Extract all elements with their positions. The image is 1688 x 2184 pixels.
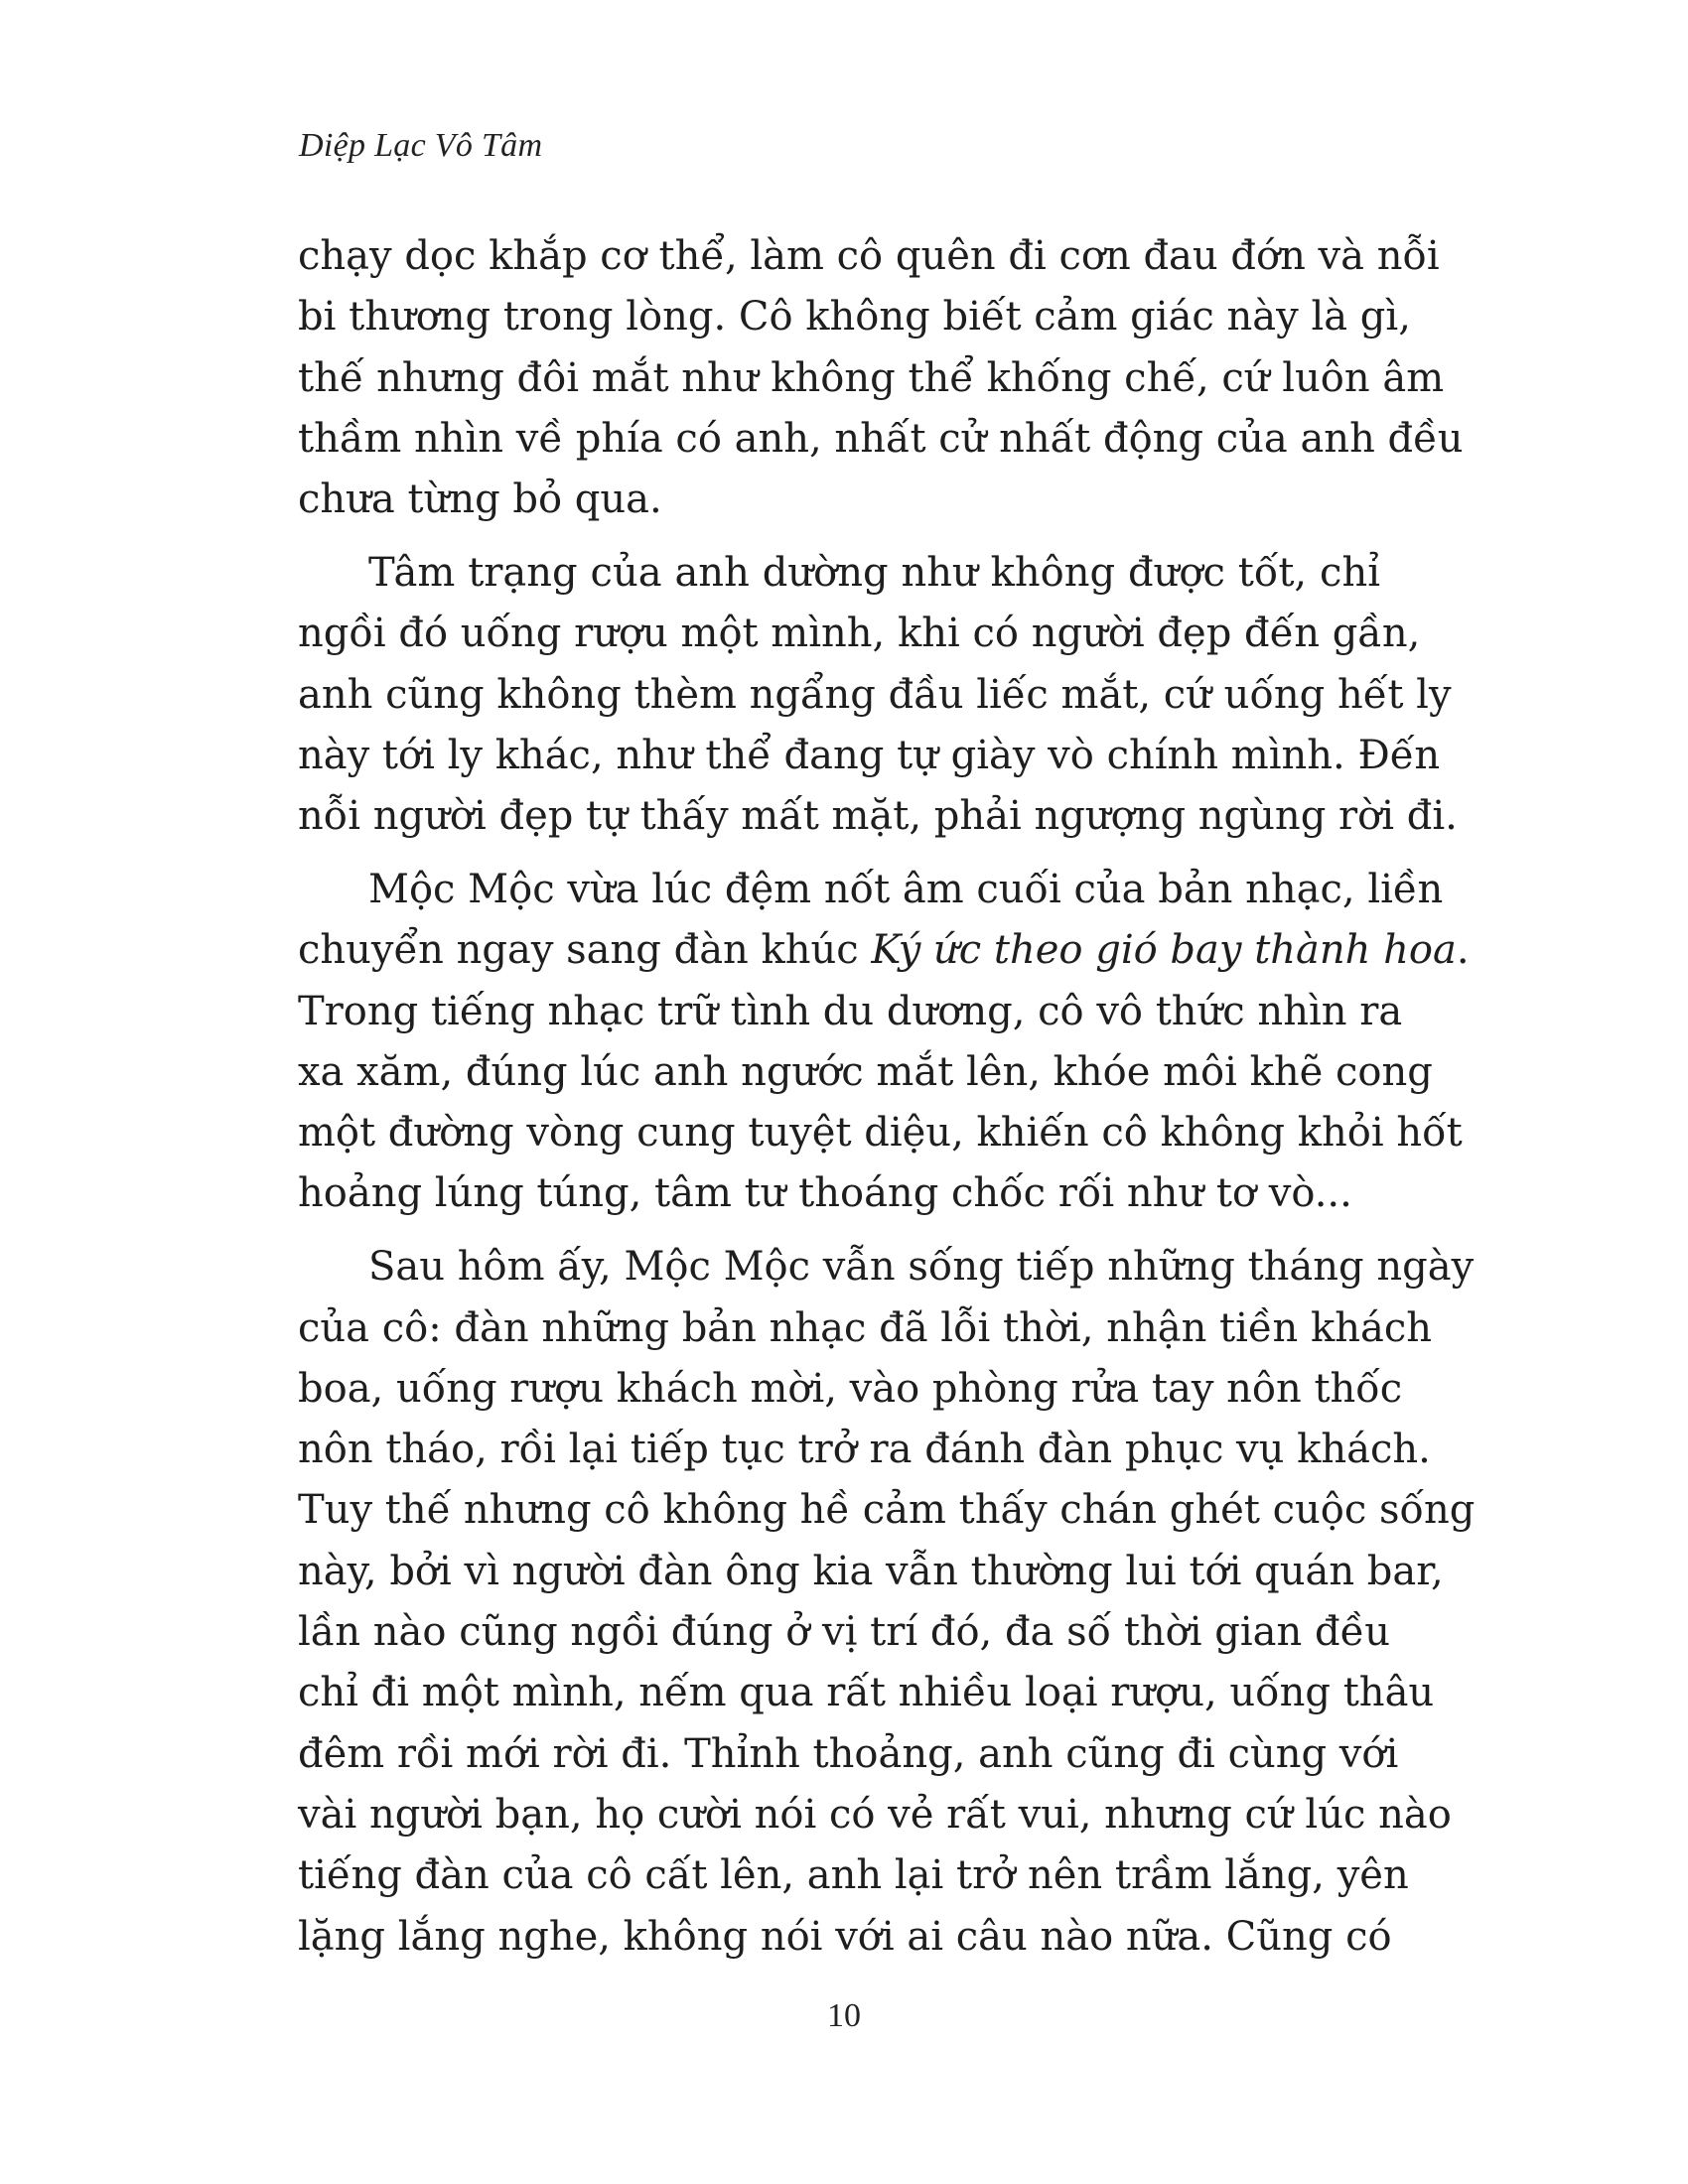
text-line: bi thương trong lòng. Cô không biết cảm giác này là gì, xyxy=(298,294,1411,341)
running-header-title: Diệp Lạc Vô Tâm xyxy=(299,127,543,164)
text-line: chưa từng bỏ qua. xyxy=(298,477,662,523)
text-line: xa xăm, đúng lúc anh ngước mắt lên, khóe môi khẽ cong xyxy=(298,1048,1433,1095)
text-line: đêm rồi mới rời đi. Thỉnh thoảng, anh cũng đi cùng với xyxy=(298,1730,1399,1777)
text-line: ngồi đó uống rượu một mình, khi có người đẹp đến gần, xyxy=(298,611,1421,657)
paragraph-gap xyxy=(298,1225,1380,1238)
text-segment: chuyển ngay sang đàn khúc xyxy=(298,927,872,974)
text-segment: . xyxy=(1456,927,1470,974)
text-line: chạy dọc khắp cơ thể, làm cô quên đi cơn đau đớn và nỗi xyxy=(298,233,1440,279)
text-line: này tới ly khác, như thể đang tự giày vò chính mình. Đến xyxy=(298,732,1441,778)
body-text xyxy=(298,226,1476,1968)
text-line: Trong tiếng nhạc trữ tình du dương, cô vô thức nhìn ra xyxy=(298,988,1403,1034)
text-line: một đường vòng cung tuyệt diệu, khiến cô không khỏi hốt xyxy=(298,1110,1463,1157)
text-line: hoảng lúng túng, tâm tư thoáng chốc rối như tơ vò... xyxy=(298,1170,1352,1217)
text-line: này, bởi vì người đàn ông kia vẫn thường lui tới quán bar, xyxy=(298,1548,1444,1594)
paragraph-gap xyxy=(298,530,1380,543)
page-number: 10 xyxy=(827,1997,861,2034)
text-line: boa, uống rượu khách mời, vào phòng rửa tay nôn thốc xyxy=(298,1365,1403,1412)
text-line: Tâm trạng của anh dường như không được tốt, chỉ xyxy=(368,549,1380,596)
text-line: tiếng đàn của cô cất lên, anh lại trở nên trầm lắng, yên xyxy=(298,1852,1409,1899)
text-line: của cô: đàn những bản nhạc đã lỗi thời, nhận tiền khách xyxy=(298,1304,1433,1351)
text-line: Sau hôm ấy, Mộc Mộc vẫn sống tiếp những tháng ngày xyxy=(368,1244,1475,1291)
text-line: chỉ đi một mình, nếm qua rất nhiều loại rượu, uống thâu xyxy=(298,1670,1435,1716)
text-line: thế nhưng đôi mắt như không thể khống chế, cứ luôn âm xyxy=(298,354,1445,401)
text-line: nôn tháo, rồi lại tiếp tục trở ra đánh đàn phục vụ khách. xyxy=(298,1427,1431,1473)
text-line: vài người bạn, họ cười nói có vẻ rất vui, nhưng cứ lúc nào xyxy=(298,1791,1452,1838)
text-line: lặng lắng nghe, không nói với ai câu nào nữa. Cũng có xyxy=(298,1913,1392,1960)
text-line: Mộc Mộc vừa lúc đệm nốt âm cuối của bản nhạc, liền xyxy=(368,866,1444,912)
text-line: nỗi người đẹp tự thấy mất mặt, phải ngượng ngùng rời đi. xyxy=(298,793,1458,840)
text-line: anh cũng không thèm ngẩng đầu liếc mắt, cứ uống hết ly xyxy=(298,671,1452,718)
paragraph-gap xyxy=(298,847,1380,860)
text-line: Tuy thế nhưng cô không hề cảm thấy chán ghét cuộc sống xyxy=(298,1487,1476,1534)
text-line-with-song-title xyxy=(298,920,1470,981)
text-line: thầm nhìn về phía có anh, nhất cử nhất động của anh đều xyxy=(298,415,1464,462)
text-line: lần nào cũng ngồi đúng ở vị trí đó, đa số thời gian đều xyxy=(298,1609,1390,1656)
song-title: Ký ức theo gió bay thành hoa xyxy=(871,927,1457,974)
